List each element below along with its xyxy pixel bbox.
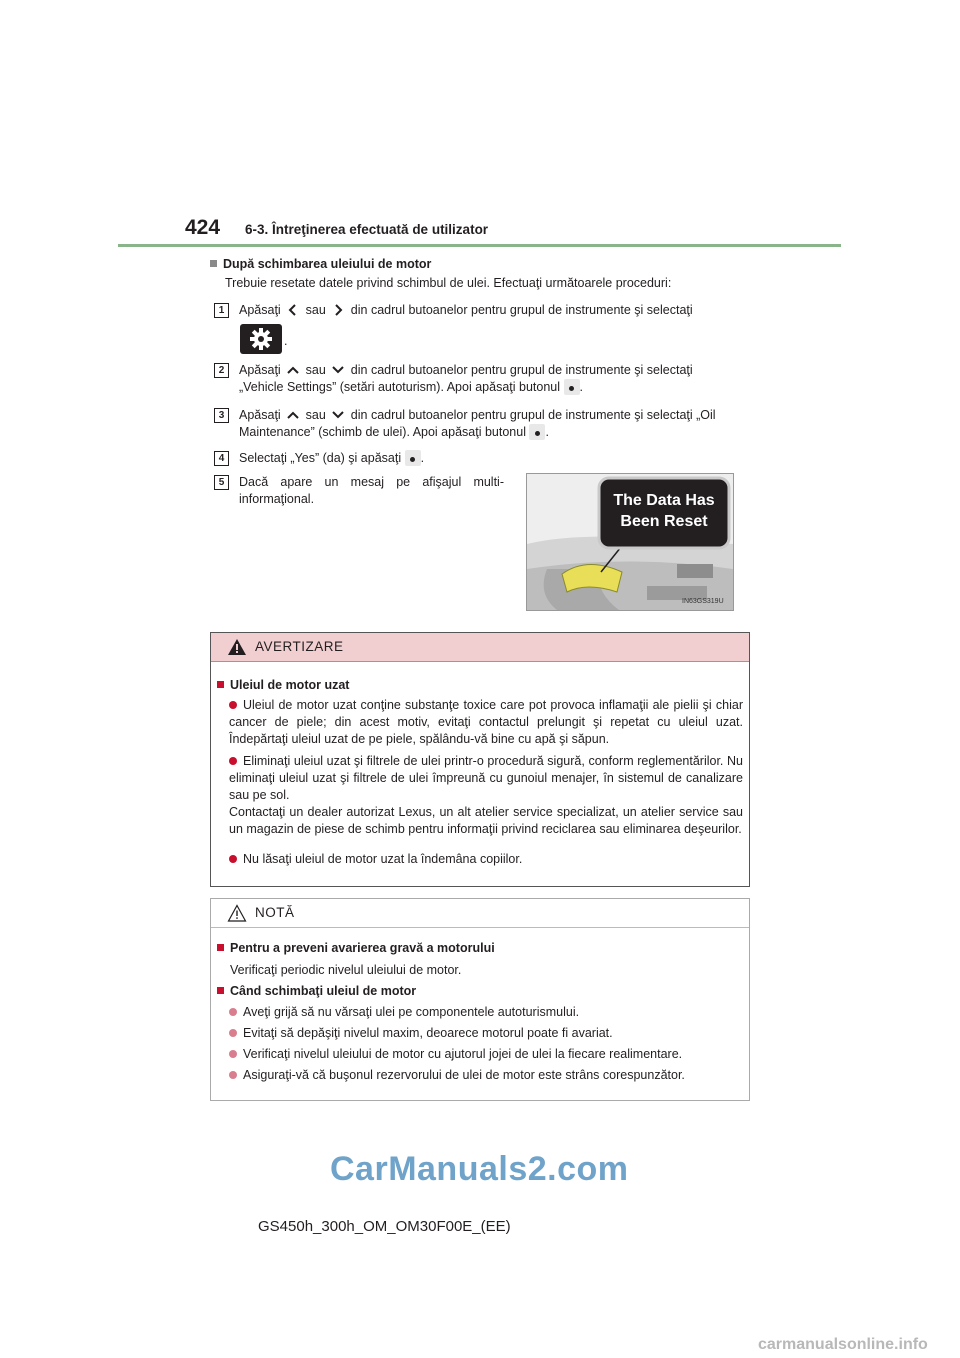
warning-bullet-2: [229, 753, 743, 838]
caution-triangle-icon: [227, 904, 247, 922]
step-1-b: sau: [305, 303, 326, 317]
note-bullet-4-text: Asiguraţi-vă că buşonul rezervorului de ulei de motor este strâns corespunzător.: [243, 1068, 685, 1082]
step-2-c: din cadrul butoanelor pentru grupul de instrumente şi selectaţi: [350, 363, 693, 377]
square-bullet-icon: [217, 987, 224, 994]
bullet-icon: [229, 701, 237, 709]
note-bullet-1-text: Aveţi grijă să nu vărsaţi ulei pe componentele autoturismului.: [243, 1005, 580, 1019]
warning-box: [210, 632, 750, 887]
note-box: [210, 898, 750, 1101]
page-number: 424: [185, 216, 221, 239]
step-1-text: [239, 302, 747, 319]
step-4-text: [239, 450, 424, 467]
step-number-1: 1: [214, 303, 229, 318]
note-sub1-text: Verificaţi periodic nivelul uleiului de motor.: [230, 963, 462, 977]
warning-bullet-3-text: Nu lăsaţi uleiul de motor uzat la îndemâna copiilor.: [243, 852, 523, 866]
square-bullet-icon: [217, 944, 224, 951]
bullet-icon: [229, 1029, 237, 1037]
enter-button-icon: [529, 424, 545, 440]
bullet-icon: [229, 1071, 237, 1079]
note-header: [211, 899, 749, 928]
chevron-down-icon: [329, 407, 347, 423]
watermark-carmanuals2: CarManuals2.com: [330, 1150, 629, 1188]
note-bullet-2-text: Evitaţi să depăşiţi nivelul maxim, deoarece motorul poate fi avariat.: [243, 1026, 613, 1040]
step-3-c: din cadrul butoanelor pentru grupul de instrumente şi selectaţi „Oil: [350, 408, 716, 422]
warning-bullet-2-text: Eliminaţi uleiul uzat şi filtrele de ulei printr-o procedură sigură, conform reglementărilor. Nu eliminaţi uleiul uzat şi filtrele de ulei împreună cu gunoiul menajer, în sistemul de canalizare sau pe sol.: [229, 754, 743, 802]
step-1-end: .: [284, 334, 288, 348]
step-2-d: „Vehicle Settings” (setări autoturism). Apoi apăsaţi butonul: [239, 380, 561, 394]
warning-subtitle-row: [217, 678, 349, 692]
step-2-b: sau: [305, 363, 326, 377]
step-1-a: Apăsaţi: [239, 303, 281, 317]
note-bullet-4: [229, 1067, 685, 1084]
enter-button-icon: [405, 450, 421, 466]
warning-heading: AVERTIZARE: [255, 639, 344, 654]
step-3-a: Apăsaţi: [239, 408, 281, 422]
warning-header: [211, 633, 749, 662]
note-bullet-3: [229, 1046, 682, 1063]
note-sub1: Pentru a preveni avarierea gravă a motorului: [230, 941, 495, 955]
enter-button-icon: [564, 379, 580, 395]
note-heading: NOTĂ: [255, 905, 295, 920]
warning-bullet-2-extra: Contactaţi un dealer autorizat Lexus, un alt atelier service specializat, un atelier service sau un magazin de piese de schimb pentru informaţii privind reciclarea sau eliminarea deşeurilor.: [229, 805, 743, 836]
step-5-text: Dacă apare un mesaj pe afişajul multi-informaţional.: [239, 475, 504, 506]
bullet-icon: [229, 1050, 237, 1058]
reset-message: [599, 490, 729, 532]
bullet-icon: [229, 1008, 237, 1016]
warning-triangle-icon: [227, 638, 247, 656]
note-bullet-2: [229, 1025, 613, 1042]
step-3-e: .: [545, 425, 549, 439]
note-bullet-3-text: Verificaţi nivelul uleiului de motor cu ajutorul jojei de ulei la fiecare realimentare.: [243, 1047, 683, 1061]
warning-bullet-1: [229, 697, 743, 748]
note-sub1-row: [217, 941, 495, 955]
warning-subtitle: Uleiul de motor uzat: [230, 678, 350, 692]
header-divider: [118, 244, 841, 247]
step-1-c: din cadrul butoanelor pentru grupul de instrumente şi selectaţi: [350, 303, 693, 317]
dashboard-illustration: [526, 473, 734, 611]
section-title: 6-3. Întreţinerea efectuată de utilizator: [245, 222, 489, 237]
step-2-text: [239, 362, 747, 396]
step-4-a: Selectaţi „Yes” (da) şi apăsaţi: [239, 451, 402, 465]
model-code: GS450h_300h_OM_OM30F00E_(EE): [258, 1218, 511, 1235]
settings-gear-icon: [240, 324, 282, 354]
chevron-down-icon: [329, 362, 347, 378]
image-code: IN63GS319U: [682, 598, 724, 605]
note-sub2-row: [217, 984, 416, 998]
reset-message-line2: Been Reset: [620, 513, 708, 530]
square-bullet-icon: [217, 681, 224, 688]
note-bullet-1: [229, 1004, 579, 1021]
step-3-b: sau: [305, 408, 326, 422]
bullet-icon: [229, 855, 237, 863]
step-number-2: 2: [214, 363, 229, 378]
oil-change-heading: [210, 257, 431, 271]
step-number-5: 5: [214, 475, 229, 490]
chevron-right-icon: [329, 302, 347, 318]
reset-message-line1: The Data Has: [613, 492, 715, 509]
chevron-up-icon: [284, 362, 302, 378]
warning-bullet-3: [229, 851, 743, 868]
oil-change-intro: Trebuie resetate datele privind schimbul de ulei. Efectuaţi următoarele proceduri:: [225, 276, 672, 290]
step-number-4: 4: [214, 451, 229, 466]
step-2-e: .: [579, 380, 583, 394]
note-sub2: Când schimbaţi uleiul de motor: [230, 984, 417, 998]
chevron-up-icon: [284, 407, 302, 423]
square-bullet-icon: [210, 260, 217, 267]
watermark-carmanualsonline: carmanualsonline.info: [758, 1336, 928, 1353]
step-3-d: Maintenance” (schimb de ulei). Apoi apăsaţi butonul: [239, 425, 526, 439]
step-4-b: .: [420, 451, 425, 465]
chevron-left-icon: [284, 302, 302, 318]
oil-change-title: După schimbarea uleiului de motor: [223, 257, 432, 271]
step-2-a: Apăsaţi: [239, 363, 281, 377]
warning-bullet-1-text: Uleiul de motor uzat conţine substanţe toxice care pot provoca inflamaţii ale pielii şi chiar cancer de piele; din acest motiv, evitaţi contactul prelungit şi repetat cu uleiul uzat. Îndepărtaţi uleiul uzat de pe piele, spălându-vă bine cu apă şi săpun.: [229, 698, 743, 746]
step-3-text: [239, 407, 747, 441]
step-number-3: 3: [214, 408, 229, 423]
bullet-icon: [229, 757, 237, 765]
